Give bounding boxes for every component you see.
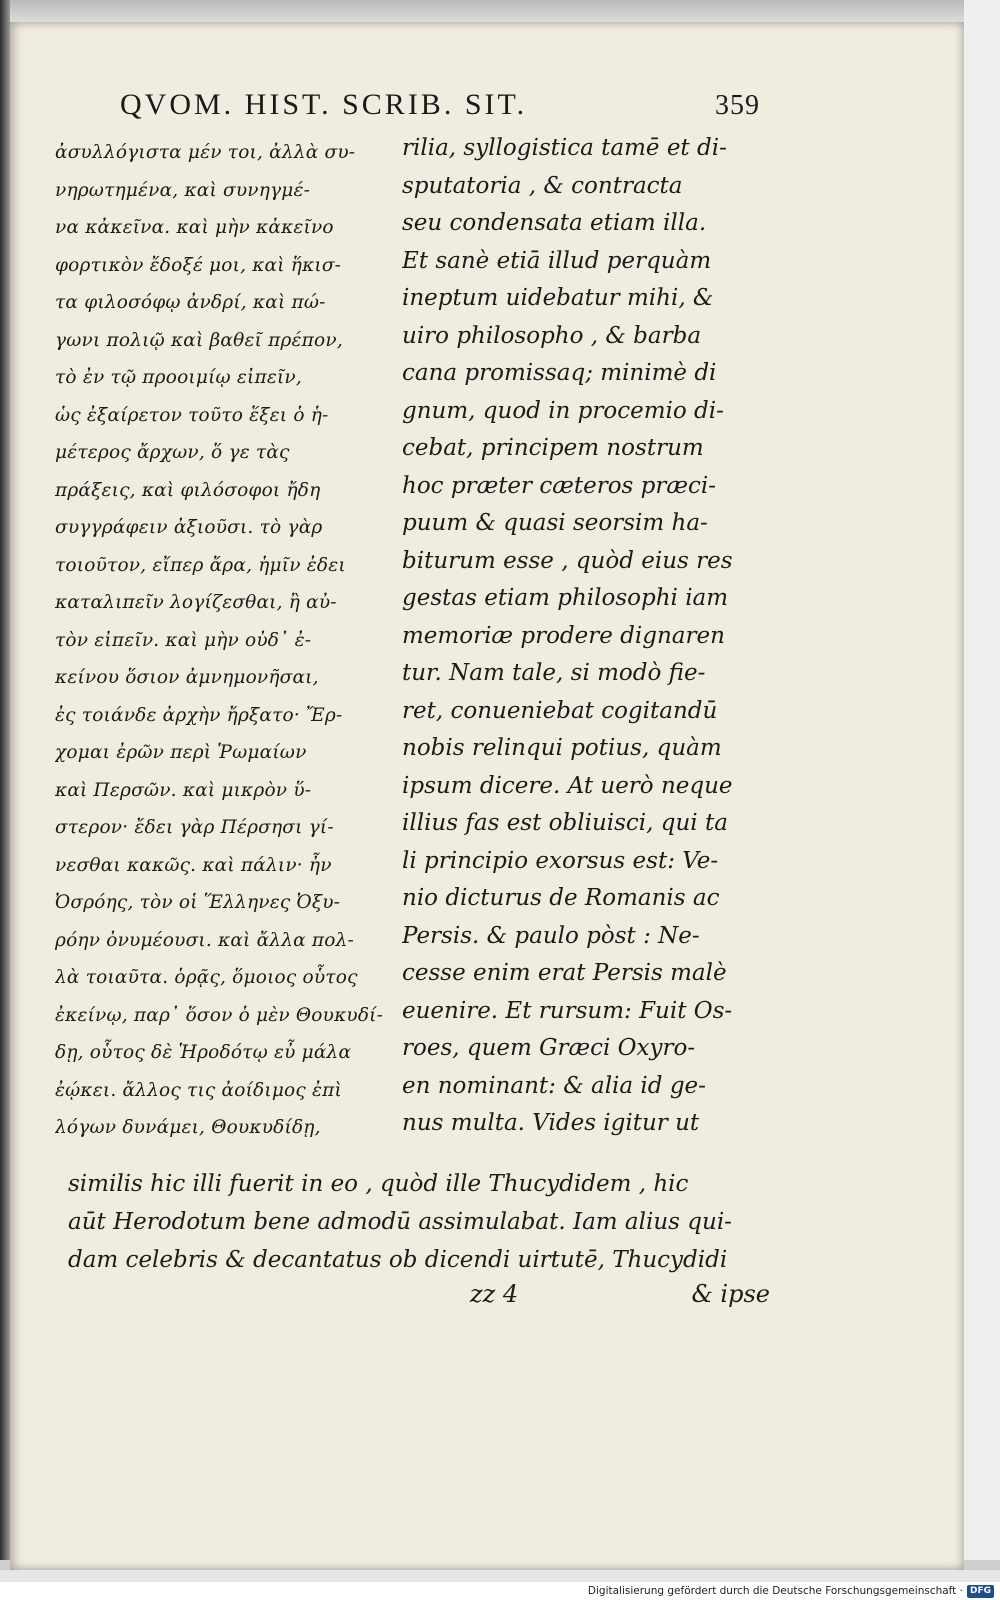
greek-text-column (55, 134, 395, 1147)
greek-text-line: καὶ Περσῶν. καὶ μικρὸν ὕ- (55, 779, 312, 801)
running-header (120, 88, 760, 134)
footer-credit: Digitalisierung gefördert durch die Deutsche Forschungsgemeinschaft · (587, 1585, 963, 1597)
latin-text-line: cana promissaq; minimè di (402, 360, 717, 386)
catchword: & ipse (691, 1280, 770, 1308)
latin-text-line: puum & quasi seorsim ha- (402, 510, 708, 536)
greek-text-line: ρόην ὀνυμέουσι. καὶ ἄλλα πολ- (55, 929, 354, 951)
full-width-text-line: aūt Herodotum bene admodū assimulabat. Iam alius qui- (68, 1209, 732, 1235)
book-gutter-shadow (0, 0, 10, 1560)
latin-text-line: memoriæ prodere dignaren (402, 622, 725, 649)
full-width-text-line: similis hic illi fuerit in eo , quòd ille Thucydidem , hic (68, 1171, 689, 1197)
greek-text-line: τοιοῦτον, εἴπερ ἄρα, ἡμῖν ἐδει (55, 554, 346, 576)
greek-text-line: ἐῴκει. ἄλλος τις ἀοίδιμος ἐπὶ (55, 1079, 342, 1101)
latin-text-line: cebat, principem nostrum (402, 435, 704, 461)
greek-text-line: δῃ, οὗτος δὲ Ἡροδότῳ εὖ μάλα (55, 1042, 352, 1063)
greek-text-line: κείνου ὅσιον ἀμνημονῆσαι, (55, 667, 319, 688)
latin-text-line: euenire. Et rursum: Fuit Os- (402, 997, 733, 1024)
greek-text-line: συγγράφειν ἀξιοῦσι. τὸ γὰρ (55, 517, 323, 538)
latin-text-line: Et sanè etiā illud perquàm (402, 247, 712, 274)
latin-text-line: roes, quem Græci Oxyro- (402, 1035, 696, 1061)
scan-right-margin (964, 0, 1000, 1560)
greek-text-line: τὸ ἐν τῷ προοιμίῳ εἰπεῖν, (55, 367, 302, 388)
dfg-logo-icon: DFG (967, 1585, 994, 1598)
greek-text-line: πράξεις, καὶ φιλόσοφοι ἤδη (55, 479, 321, 501)
greek-text-line: λόγων δυνάμει, Θουκυδίδῃ, (55, 1117, 321, 1138)
latin-text-line: li principio exorsus est: Ve- (402, 847, 719, 874)
latin-text-line: gestas etiam philosophi iam (402, 585, 729, 611)
greek-text-line: νεσθαι κακῶς. καὶ πάλιν· ἦν (55, 854, 332, 876)
greek-text-line: χομαι ἐρῶν περὶ Ῥωμαίων (55, 742, 307, 763)
latin-text-line: rilia, syllogistica tamē et di- (402, 135, 727, 161)
greek-text-line: ἐκείνῳ, παρ᾽ ὅσον ὁ μὲν Θουκυδί- (55, 1004, 384, 1026)
latin-text-line: ineptum uidebatur mihi, & (402, 285, 714, 311)
greek-text-line: γωνι πολιῷ καὶ βαθεῖ πρέπον, (55, 329, 343, 351)
latin-text-line: nobis relinqui potius, quàm (402, 735, 722, 761)
latin-text-line: gnum, quod in procemio di- (402, 397, 724, 424)
latin-text-line: en nominant: & alia id ge- (402, 1072, 706, 1099)
greek-text-line: τὸν εἰπεῖν. καὶ μὴν οὐδ᾽ ἐ- (55, 629, 312, 651)
latin-text-line: ret, conueniebat cogitandū (402, 697, 718, 724)
latin-text-line: tur. Nam tale, si modò fie- (402, 660, 706, 686)
latin-text-line: hoc præter cæteros præci- (402, 472, 717, 499)
latin-text-line: biturum esse , quòd eius res (402, 547, 733, 574)
latin-text-line: uiro philosopho , & barba (402, 322, 702, 349)
running-title: QVOM. HIST. SCRIB. SIT. (120, 88, 528, 121)
page-number: 359 (715, 90, 760, 121)
greek-text-line: τα φιλοσόφῳ ἀνδρί, καὶ πώ- (55, 292, 326, 313)
greek-text-line: λὰ τοιαῦτα. ὁρᾷς, ὅμοιος οὗτος (55, 967, 358, 988)
full-width-text-block (68, 1165, 768, 1279)
latin-text-line: nus multa. Vides igitur ut (402, 1110, 700, 1136)
scan-top-edge (10, 0, 964, 22)
greek-text-line: ἀσυλλόγιστα μέν τοι, ἀλλὰ συ- (55, 142, 356, 163)
greek-text-line: ἐς τοιάνδε ἀρχὴν ἤρξατο· Ἔρ- (55, 704, 343, 726)
greek-text-line: στερον· ἔδει γὰρ Πέρσησι γί- (55, 817, 334, 838)
greek-text-line: νηρωτημένα, καὶ συνηγμέ- (55, 179, 311, 201)
greek-text-line: να κἀκεῖνα. καὶ μὴν κἀκεῖνο (55, 217, 334, 238)
latin-text-line: illius fas est obliuisci, qui ta (402, 810, 728, 836)
latin-text-line: ipsum dicere. At uerò neque (402, 772, 733, 799)
full-width-text-line: dam celebris & decantatus ob dicendi uirtutē, Thucydidi (68, 1247, 728, 1273)
signature-line (470, 1280, 770, 1308)
greek-text-line: καταλιπεῖν λογίζεσθαι, ἢ αὐ- (55, 592, 337, 613)
latin-text-column (402, 130, 762, 1143)
greek-text-line: Ὀσρόης, τὸν οἱ Ἕλληνες Ὀξυ- (55, 892, 341, 913)
latin-text-line: cesse enim erat Persis malè (402, 960, 727, 986)
signature-mark: zz 4 (470, 1280, 519, 1308)
scan-bottom-margin (0, 1570, 1000, 1582)
greek-text-line: μέτερος ἄρχων, ὅ γε τὰς (55, 442, 290, 463)
digitization-footer (0, 1582, 1000, 1600)
latin-text-line: sputatoria , & contracta (402, 172, 683, 199)
latin-text-line: nio dicturus de Romanis ac (402, 885, 720, 911)
latin-text-line: Persis. & paulo pòst : Ne- (402, 922, 700, 949)
greek-text-line: ὡς ἐξαίρετον τοῦτο ἕξει ὁ ἡ- (55, 404, 329, 426)
greek-text-line: φορτικὸν ἔδοξέ μοι, καὶ ἥκισ- (55, 254, 342, 276)
latin-text-line: seu condensata etiam illa. (402, 210, 707, 236)
